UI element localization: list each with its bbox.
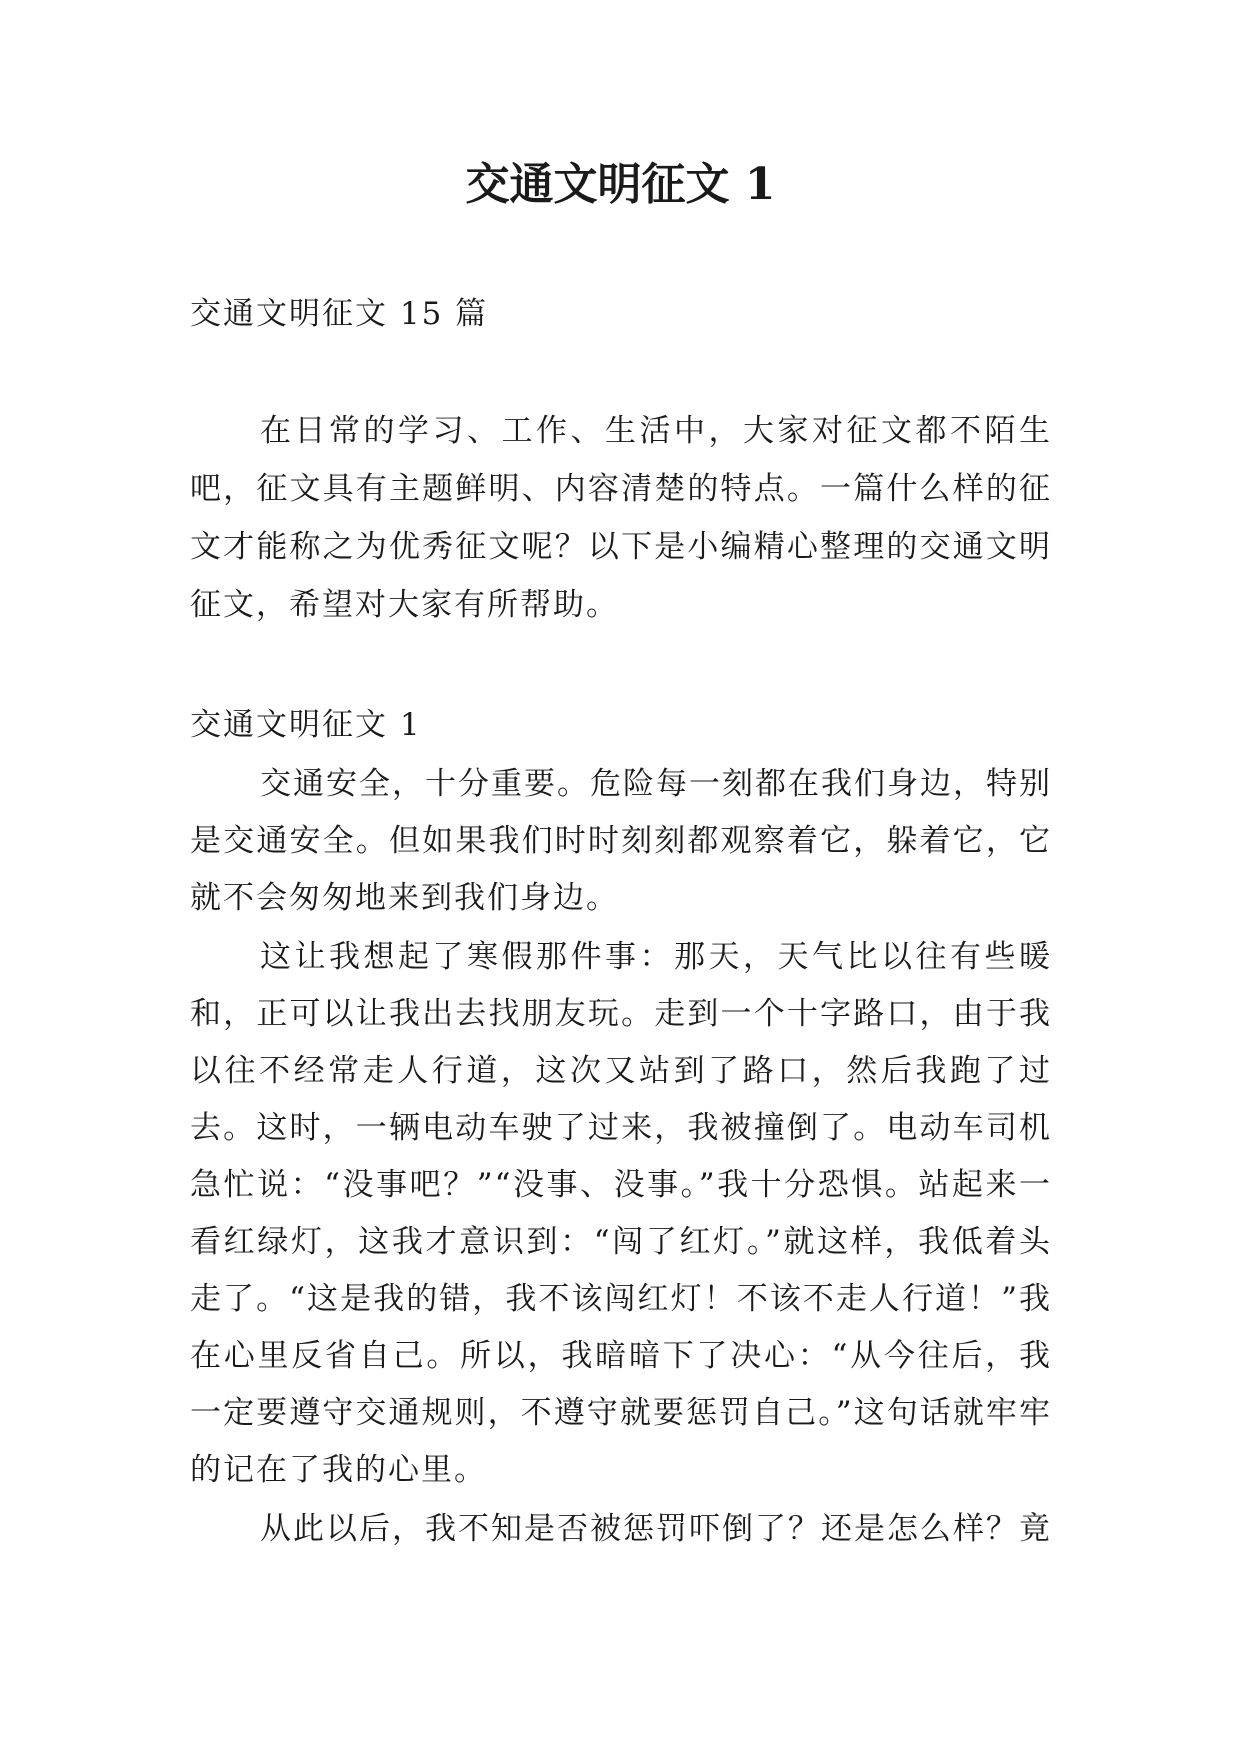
- section-heading: 交通文明征文 1: [190, 707, 422, 743]
- intro-paragraph: 在日常的学习、工作、生活中，大家对征文都不陌生吧，征文具有主题鲜明、内容清楚的特点。一篇什么样的征文才能称之为优秀征文呢？以下是小编精心整理的交通文明征文，希望对大家有所帮助。: [190, 413, 1052, 623]
- body-paragraph-3: 从此以后，我不知是否被惩罚吓倒了？还是怎么样？竟: [260, 1511, 1052, 1547]
- document-subtitle: 交通文明征文 15 篇: [190, 296, 489, 332]
- body-paragraph-2: 这让我想起了寒假那件事：那天，天气比以往有些暖和，正可以让我出去找朋友玩。走到一个十字路口，由于我以往不经常走人行道，这次又站到了路口，然后我跑了过去。这时，一辆电动车驶了过来，我被撞倒了。电动车司机急忙说：“没事吧？”“没事、没事。”我十分恐惧。站起来一看红绿灯，这我才意识到：“闯了红灯。”就这样，我低着头走了。“这是我的错，我不该闯红灯！不该不走人行道！”我在心里反省自己。所以，我暗暗下了决心：“从今往后，我一定要遵守交通规则，不遵守就要惩罚自己。”这句话就牢牢的记在了我的心里。: [190, 939, 1052, 1488]
- body-paragraph-1: 交通安全，十分重要。危险每一刻都在我们身边，特别是交通安全。但如果我们时时刻刻都观察着它，躲着它，它就不会匆匆地来到我们身边。: [190, 766, 1052, 916]
- document-title: 交通文明征文 1: [465, 159, 776, 210]
